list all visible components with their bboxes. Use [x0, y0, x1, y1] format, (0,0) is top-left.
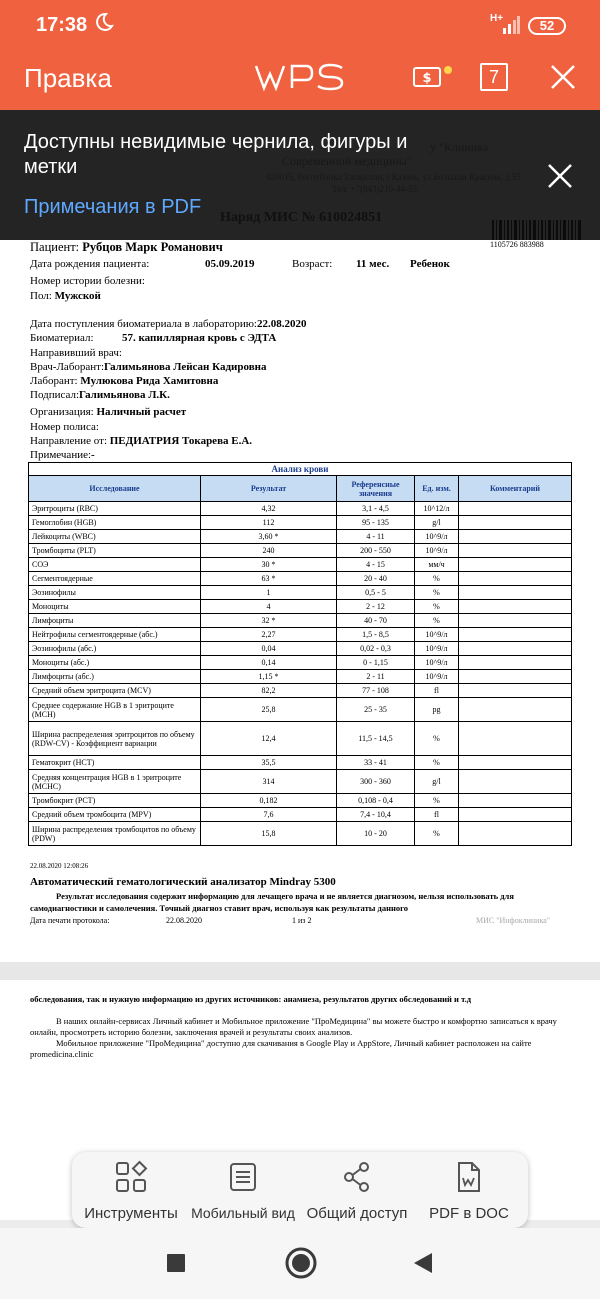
banner-close-icon[interactable]	[546, 162, 574, 190]
cell-comment	[459, 770, 572, 794]
cell-unit: %	[415, 822, 459, 846]
back-icon[interactable]	[410, 1250, 436, 1276]
cell-comment	[459, 822, 572, 846]
cell-result: 30 *	[201, 558, 337, 572]
print-label: Дата печати протокола:	[30, 916, 110, 925]
cell-reference: 40 - 70	[337, 614, 415, 628]
tools-button[interactable]	[72, 1160, 190, 1224]
remark-label: Примечание:	[30, 449, 92, 461]
cell-comment	[459, 544, 572, 558]
cell-test-name: Средний объем тромбоцита (MPV)	[29, 808, 201, 822]
cell-result: 4	[201, 600, 337, 614]
cell-unit: 10^9/л	[415, 628, 459, 642]
tools-icon	[114, 1160, 148, 1194]
cell-unit: fl	[415, 684, 459, 698]
age-value: 11 мес.	[356, 258, 390, 270]
lab-assistant-value: Мулюкова Рида Хамитовна	[80, 375, 219, 387]
table-row	[29, 770, 572, 794]
pdf-notes-link[interactable]: Примечания в PDF	[24, 196, 202, 218]
cell-reference: 77 - 108	[337, 684, 415, 698]
biomaterial-row	[30, 332, 94, 344]
cell-comment	[459, 516, 572, 530]
direction-label: Направление от:	[30, 435, 107, 447]
cell-comment	[459, 614, 572, 628]
cell-test-name: Тромбоциты (PLT)	[29, 544, 201, 558]
barcode-number: 1105726 883988	[490, 240, 544, 249]
direction-row	[30, 435, 252, 447]
cell-test-name: Ширина распределения эритроцитов по объему (RDW-CV) - Коэффициент вариации	[29, 722, 201, 756]
cell-test-name: Моноциты (абс.)	[29, 656, 201, 670]
signal-icon	[502, 16, 520, 34]
cell-comment	[459, 684, 572, 698]
cell-comment	[459, 586, 572, 600]
page-gap	[0, 962, 600, 980]
cell-unit: 10^9/л	[415, 656, 459, 670]
cell-test-name: Средняя концентрация HGB в 1 эритроците (MCHC)	[29, 770, 201, 794]
notification-dot	[444, 66, 452, 74]
cell-unit: %	[415, 600, 459, 614]
cell-reference: 1,5 - 8,5	[337, 628, 415, 642]
cell-test-name: Лимфоциты	[29, 614, 201, 628]
cell-result: 25,8	[201, 698, 337, 722]
table-row	[29, 502, 572, 516]
table-row	[29, 544, 572, 558]
cell-result: 1	[201, 586, 337, 600]
cell-comment	[459, 722, 572, 756]
result-timestamp: 22.08.2020 12:08:26	[30, 862, 89, 870]
cell-test-name: Нейтрофилы сегментоядерные (абс.)	[29, 628, 201, 642]
analyzer-name: Автоматический гематологический анализатор Mindray 5300	[30, 876, 336, 888]
share-button[interactable]	[298, 1160, 416, 1224]
table-row	[29, 572, 572, 586]
home-icon[interactable]	[284, 1246, 318, 1280]
cell-test-name: Сегментоядерные	[29, 572, 201, 586]
pdf-to-doc-button[interactable]	[410, 1160, 528, 1224]
table-row	[29, 794, 572, 808]
cell-comment	[459, 642, 572, 656]
cell-comment	[459, 572, 572, 586]
sex-value: Мужской	[54, 290, 101, 302]
cell-test-name: Тромбокрит (PCT)	[29, 794, 201, 808]
cell-result: 15,8	[201, 822, 337, 846]
patient-row	[30, 240, 223, 255]
table-row	[29, 670, 572, 684]
cell-result: 0,14	[201, 656, 337, 670]
dob-value: 05.09.2019	[205, 258, 255, 270]
cell-comment	[459, 808, 572, 822]
cell-reference: 0,02 - 0,3	[337, 642, 415, 656]
dob-label: Дата рождения пациента:	[30, 258, 150, 270]
cell-test-name: Гематокрит (HCT)	[29, 756, 201, 770]
cell-result: 63 *	[201, 572, 337, 586]
cell-test-name: Средний объем эритроцита (MCV)	[29, 684, 201, 698]
bottom-toolbar	[72, 1152, 528, 1228]
cell-result: 12,4	[201, 722, 337, 756]
cell-result: 112	[201, 516, 337, 530]
org-label: Организация:	[30, 406, 94, 418]
cell-result: 4,32	[201, 502, 337, 516]
table-row	[29, 684, 572, 698]
received-value: 22.08.2020	[257, 318, 307, 330]
cell-comment	[459, 670, 572, 684]
cell-unit: %	[415, 756, 459, 770]
cell-result: 1,15 *	[201, 670, 337, 684]
direction-value: ПЕДИАТРИЯ Токарева Е.А.	[109, 435, 253, 447]
table-row	[29, 656, 572, 670]
cell-reference: 95 - 135	[337, 516, 415, 530]
table-row	[29, 586, 572, 600]
tools-label: Инструменты	[84, 1205, 178, 1222]
mobile-view-button[interactable]	[184, 1160, 302, 1224]
status-time: 17:38	[36, 14, 88, 36]
cell-unit: 10^9/л	[415, 544, 459, 558]
page2-para1: В наших онлайн-сервисах Личный кабинет и Мобильное приложение "ПроМедицина" вы можете быстро и комфортно записаться к врачу онлайн, просмотреть историю болезни, заключения врачей и результаты своих анализов.	[30, 1016, 557, 1037]
cell-unit: %	[415, 572, 459, 586]
navigation-bar	[0, 1228, 600, 1299]
col-reference: Референсные значения	[337, 476, 415, 502]
cell-comment	[459, 794, 572, 808]
cell-test-name: Эозинофилы (абс.)	[29, 642, 201, 656]
table-row	[29, 756, 572, 770]
mis-label: МИС "Инфоклиника"	[476, 916, 551, 925]
table-row	[29, 600, 572, 614]
age-group: Ребенок	[410, 258, 450, 270]
org-value: Наличный расчет	[96, 406, 187, 418]
cell-comment	[459, 600, 572, 614]
patient-name: Рубцов Марк Романович	[82, 240, 223, 254]
lab-assistant-label: Лаборант:	[30, 375, 78, 387]
signed-row	[30, 389, 170, 401]
cell-reference: 4 - 11	[337, 530, 415, 544]
cell-unit: pg	[415, 698, 459, 722]
page2-para2: Мобильное приложение "ПроМедицина" доступно для скачивания в Google Play и AppStore, Личный кабинет расположен на сайте promedicina.clinic	[30, 1038, 532, 1059]
sex-row	[30, 290, 101, 302]
cell-reference: 11,5 - 14,5	[337, 722, 415, 756]
policy-label: Номер полиса:	[30, 421, 99, 433]
mobile-view-icon	[226, 1160, 260, 1194]
table-row	[29, 628, 572, 642]
col-result: Результат	[201, 476, 337, 502]
do-not-disturb-moon-icon	[94, 12, 114, 32]
wps-logo	[254, 62, 346, 92]
col-test: Исследование	[29, 476, 201, 502]
cell-comment	[459, 698, 572, 722]
cell-test-name: Лейкоциты (WBC)	[29, 530, 201, 544]
page2-line1: обследования, так и нужную информацию из других источников: анамнеза, результатов других обследований и т.д	[30, 994, 472, 1004]
table-row	[29, 516, 572, 530]
doctor-lab-value: Галимьянова Лейсан Кадировна	[104, 361, 267, 373]
received-row	[30, 318, 307, 330]
org-row	[30, 406, 186, 418]
cell-result: 0,04	[201, 642, 337, 656]
signed-label: Подписал:	[30, 389, 80, 401]
cell-result: 240	[201, 544, 337, 558]
cell-reference: 33 - 41	[337, 756, 415, 770]
cell-reference: 20 - 40	[337, 572, 415, 586]
col-comment: Комментарий	[459, 476, 572, 502]
cell-comment	[459, 502, 572, 516]
lab-assistant-row	[30, 375, 218, 387]
edit-button[interactable]: Правка	[24, 63, 112, 93]
table-caption: Анализ крови	[29, 463, 572, 476]
app-bar	[0, 52, 600, 110]
cell-test-name: Эозинофилы	[29, 586, 201, 600]
print-date: 22.08.2020	[166, 916, 202, 925]
cell-test-name: Моноциты	[29, 600, 201, 614]
cell-result: 7,6	[201, 808, 337, 822]
cell-unit: мм/ч	[415, 558, 459, 572]
cell-unit: g/l	[415, 516, 459, 530]
cell-reference: 4 - 15	[337, 558, 415, 572]
cell-comment	[459, 558, 572, 572]
table-row	[29, 614, 572, 628]
cell-result: 3,60 *	[201, 530, 337, 544]
pdf-to-doc-label: PDF в DOC	[429, 1205, 509, 1222]
cell-unit: 10^9/л	[415, 642, 459, 656]
doctor-lab-row	[30, 361, 267, 373]
cell-result: 314	[201, 770, 337, 794]
age-label: Возраст:	[292, 258, 333, 270]
cell-result: 2,27	[201, 628, 337, 642]
cell-comment	[459, 756, 572, 770]
sex-label: Пол:	[30, 290, 52, 302]
cell-reference: 10 - 20	[337, 822, 415, 846]
page-of: 1 из 2	[292, 916, 312, 925]
remark-value: -	[91, 449, 95, 461]
cell-unit: %	[415, 722, 459, 756]
recents-icon[interactable]	[163, 1250, 189, 1276]
cell-reference: 300 - 360	[337, 770, 415, 794]
cell-test-name: Ширина распределения тромбоцитов по объему (PDW)	[29, 822, 201, 846]
cell-reference: 7,4 - 10,4	[337, 808, 415, 822]
premium-coupon-icon[interactable]	[412, 62, 442, 92]
col-unit: Ед. изм.	[415, 476, 459, 502]
cell-unit: %	[415, 586, 459, 600]
cell-comment	[459, 530, 572, 544]
table-row	[29, 822, 572, 846]
page-count-button[interactable]: 7	[480, 63, 508, 91]
table-row	[29, 558, 572, 572]
print-footer	[30, 916, 570, 925]
cell-unit: 10^12/л	[415, 502, 459, 516]
table-row	[29, 642, 572, 656]
signed-value: Галимьянова Л.К.	[79, 389, 170, 401]
biomaterial-value: 57. капиллярная кровь с ЭДТА	[122, 332, 277, 344]
remark-row	[30, 449, 95, 461]
doctor-lab-label: Врач-Лаборант:	[30, 361, 105, 373]
dob-row	[30, 258, 149, 270]
cell-comment	[459, 656, 572, 670]
cell-reference: 2 - 11	[337, 670, 415, 684]
cell-reference: 25 - 35	[337, 698, 415, 722]
blood-test-table	[28, 462, 572, 846]
cell-reference: 0,108 - 0,4	[337, 794, 415, 808]
battery-icon: 52	[528, 17, 566, 35]
share-label: Общий доступ	[306, 1205, 408, 1222]
table-row	[29, 698, 572, 722]
received-label: Дата поступления биоматериала в лабораторию:	[30, 318, 257, 330]
cell-reference: 2 - 12	[337, 600, 415, 614]
cell-test-name: Среднее содержание HGB в 1 эритроците (MCH)	[29, 698, 201, 722]
table-row	[29, 808, 572, 822]
cell-unit: 10^9/л	[415, 530, 459, 544]
referring-label: Направивший врач:	[30, 347, 122, 359]
cell-test-name: СОЭ	[29, 558, 201, 572]
cell-unit: fl	[415, 808, 459, 822]
cell-test-name: Эритроциты (RBC)	[29, 502, 201, 516]
cell-unit: 10^9/л	[415, 670, 459, 684]
biomaterial-label: Биоматериал:	[30, 332, 94, 344]
cell-reference: 3,1 - 4,5	[337, 502, 415, 516]
cell-result: 82,2	[201, 684, 337, 698]
cell-reference: 0,5 - 5	[337, 586, 415, 600]
cell-reference: 200 - 550	[337, 544, 415, 558]
svg-text:$: $	[422, 71, 432, 86]
share-icon	[340, 1160, 374, 1194]
cell-test-name: Лимфоциты (абс.)	[29, 670, 201, 684]
cell-result: 0,182	[201, 794, 337, 808]
cell-unit: %	[415, 614, 459, 628]
cell-result: 35,5	[201, 756, 337, 770]
ink-notice-banner	[0, 110, 600, 240]
close-icon[interactable]	[548, 62, 578, 92]
mobile-view-label: Мобильный вид	[191, 1205, 295, 1221]
cell-unit: %	[415, 794, 459, 808]
cell-unit: g/l	[415, 770, 459, 794]
banner-message: Доступны невидимые чернила, фигуры и метки	[24, 131, 408, 178]
table-row	[29, 530, 572, 544]
patient-label: Пациент:	[30, 240, 80, 254]
network-type: H+	[490, 13, 504, 24]
pdf-to-doc-icon	[452, 1160, 486, 1194]
disclaimer: Результат исследования содержит информацию для лечащего врача и не является диагнозом, нельзя использовать для самодиагностики и самолечения. Точный диагноз ставит врач, используя как результаты данного	[30, 891, 514, 913]
status-bar	[0, 0, 600, 52]
cell-test-name: Гемоглобин (HGB)	[29, 516, 201, 530]
cell-comment	[459, 628, 572, 642]
history-label: Номер истории болезни:	[30, 275, 145, 287]
cell-result: 32 *	[201, 614, 337, 628]
cell-reference: 0 - 1,15	[337, 656, 415, 670]
table-row	[29, 722, 572, 756]
